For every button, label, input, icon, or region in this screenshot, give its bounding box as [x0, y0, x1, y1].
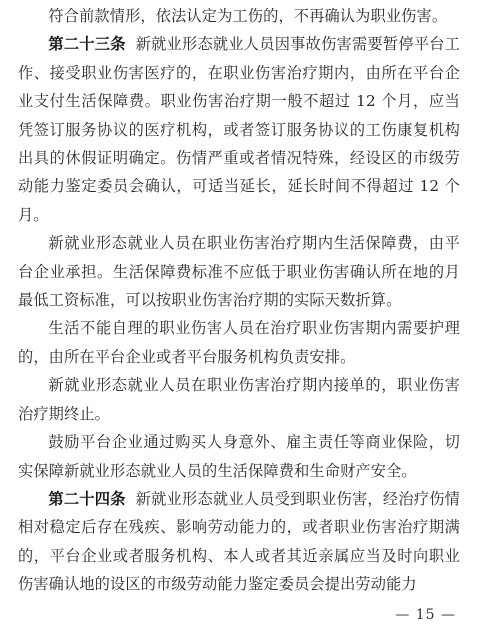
paragraph-text: 新就业形态就业人员受到职业伤害，经治疗伤情相对稳定后存在残疾、影响劳动能力的，或者职业伤害治疗期满的，平台企业或者服务机构、本人或者其近亲属应当及时向职业伤害确认地的设区的市级劳动能力鉴定委员会提出劳动能力: [18, 489, 461, 594]
article-heading: 第二十四条: [48, 489, 126, 508]
article-heading: 第二十三条: [48, 35, 126, 54]
paragraph-text: 生活不能自理的职业伤害人员在治疗职业伤害期内需要护理的，由所在平台企业或者平台服务机构负责安排。: [18, 319, 460, 366]
paragraph-4: [18, 314, 460, 371]
paragraph-article-23: [18, 30, 460, 229]
paragraph-5: [18, 371, 460, 428]
paragraph-article-24: [18, 485, 460, 599]
paragraph-6: [18, 428, 460, 485]
paragraph-3: [18, 229, 460, 314]
paragraph-1: [18, 2, 460, 30]
paragraph-text: 鼓励平台企业通过购买人身意外、雇主责任等商业保险，切实保障新就业形态就业人员的生活保障费和生命财产安全。: [18, 433, 460, 480]
paragraph-text: 符合前款情形，依法认定为工伤的，不再确认为职业伤害。: [48, 7, 448, 25]
document-page: [18, 0, 460, 633]
paragraph-text: 新就业形态就业人员因事故伤害需要暂停平台工作、接受职业伤害医疗的，在职业伤害治疗期内，由所在平台企业支付生活保障费。职业伤害治疗期一般不超过 12 个月，应当凭签订服务协议的医疗机构，或者签订服务协议的工伤康复机构出具的休假证明确定。伤情严重或者情况特殊，经设区的市级劳动能力鉴定委员会确认，可适当延长，延长时间不得超过 12 个月。: [18, 35, 461, 224]
page-number: — 15 —: [395, 607, 456, 623]
paragraph-text: 新就业形态就业人员在职业伤害治疗期内接单的，职业伤害治疗期终止。: [18, 376, 460, 423]
paragraph-text: 新就业形态就业人员在职业伤害治疗期内生活保障费，由平台企业承担。生活保障费标准不应低于职业伤害确认所在地的月最低工资标准，可以按职业伤害治疗期的实际天数折算。: [18, 234, 460, 310]
